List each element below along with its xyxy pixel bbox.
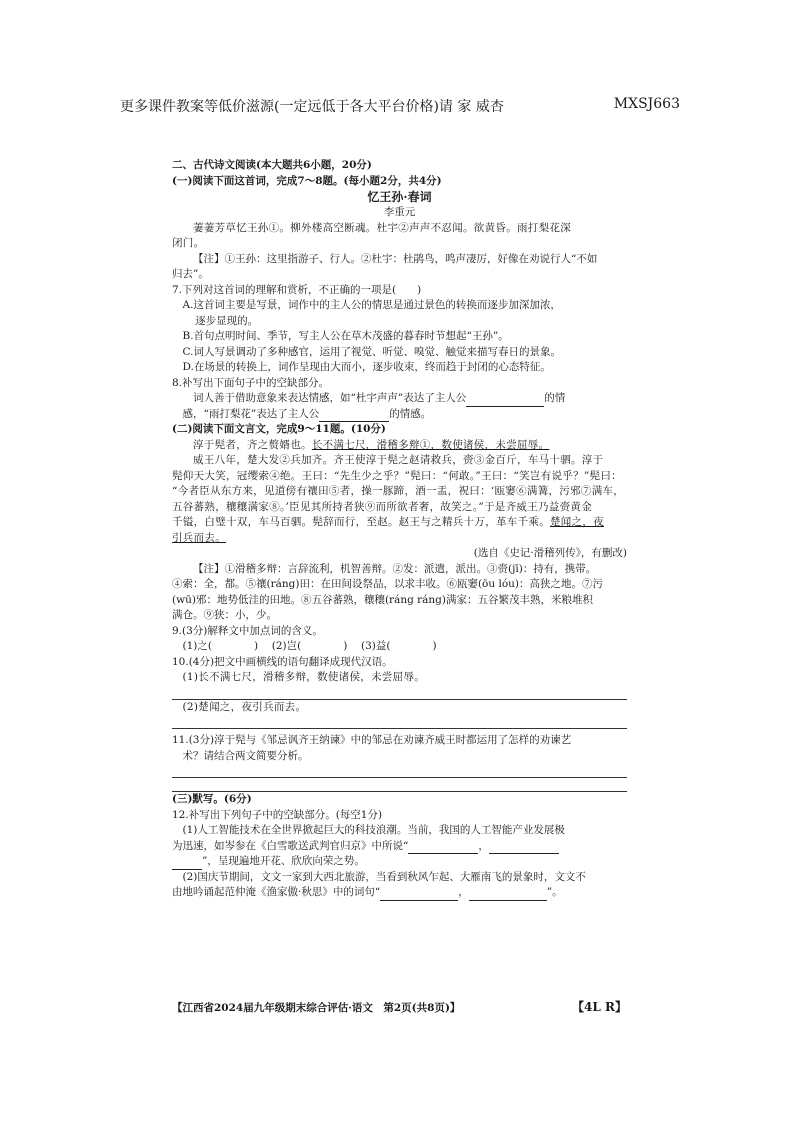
q12-item-2-line-2: 由地吟诵起范仲淹《渔家傲·秋思》中的词句“ ， ”。 bbox=[172, 885, 627, 901]
q7-option-a-cont: 逐步显现的。 bbox=[195, 314, 259, 327]
q12-item-1-line-2: 为迅速，如岑参在《白雪歌送武判官归京》中所说“ ， bbox=[172, 839, 627, 855]
q7-stem: 7.下列对这首词的理解和赏析，不正确的一项是( ) bbox=[172, 283, 422, 296]
answer-line[interactable] bbox=[172, 764, 627, 778]
section-heading: 二、古代诗文阅读(本大题共6小题，20分) bbox=[172, 159, 372, 171]
text-p1-a: 淳于髡者，齐之赘婿也。 bbox=[193, 438, 312, 451]
poem-note-cont: 归去”。 bbox=[172, 268, 209, 280]
q8-blank-2[interactable] bbox=[319, 409, 389, 422]
classical-text-p2-5 bbox=[172, 515, 627, 531]
q8-text-b: 的情 bbox=[544, 392, 566, 404]
part2-heading: (二)阅读下面文言文，完成9～11题。(10分) bbox=[172, 423, 386, 435]
classical-text-p2-4: 五谷蕃熟，穰穰满家⑧。’臣见其所持者狭⑨而所欲者奢，故笑之。”于是齐威王乃益赍黄金 bbox=[172, 500, 593, 513]
banner bbox=[120, 96, 680, 118]
classical-text-p2-1: 威王八年，楚大发②兵加齐。齐王使淳于髡之赵请救兵，赍③金百斤，车马十驷。淳于 bbox=[193, 454, 604, 466]
notes2-1: 【注】①滑稽多辩：言辞流利，机智善辩。②发：派遣，派出。③赍(jī)：持有，携带。 bbox=[193, 562, 597, 575]
q12-item-1: (1)人工智能技术在全世界掀起巨大的科技浪潮。当前，我国的人工智能产业发展极 bbox=[182, 824, 565, 836]
q9-stem: 9.(3分)解释文中加点词的含义。 bbox=[172, 624, 323, 637]
q10-item-1: (1)长不满七尺，滑稽多辩，数使诸侯，未尝屈辱。 bbox=[182, 671, 426, 683]
q10-item-2: (2)楚闻之，夜引兵而去。 bbox=[182, 700, 307, 713]
exam-page bbox=[172, 158, 627, 988]
q11-stem: 11.(3分)淳于髡与《邹忌讽齐王纳谏》中的邹忌在劝谏齐威王时都运用了怎样的劝谏艺 bbox=[172, 734, 572, 746]
classical-text-p2-3: “今者臣从东方来，见道傍有禳田⑤者，操一豚蹄，酒一盂，祝曰：‘瓯窭⑥满篝，污邪⑦满车， bbox=[172, 485, 625, 497]
q7-option-c: C.词人写景调动了多种感官，运用了视觉、听觉、嗅觉、触觉来描写春日的景象。 bbox=[182, 345, 561, 358]
poem-title: 忆王孙·春词 bbox=[367, 190, 432, 204]
q8-text-d: 的情感。 bbox=[389, 407, 432, 420]
q7-option-b: B.首句点明时间、季节，写主人公在草木茂盛的暮春时节想起“王孙”。 bbox=[182, 330, 509, 342]
q7-option-a: A.这首词主要是写景，词作中的主人公的情思是通过景色的转换而逐步加深加浓， bbox=[182, 299, 561, 311]
q11-stem-cont: 术？请结合两文简要分析。 bbox=[182, 749, 309, 762]
source-citation: (选自《史记·滑稽列传》，有删改) bbox=[473, 547, 627, 559]
poem-author: 李重元 bbox=[383, 206, 416, 218]
poem-text-cont: 闭门。 bbox=[172, 237, 205, 249]
part3-heading: (三)默写。(6分) bbox=[172, 793, 252, 805]
q8-blank-1[interactable] bbox=[466, 394, 544, 407]
text-p2-5: 千镒，白璧十双，车马百驷。髡辞而行，至赵。赵王与之精兵十万，革车千乘。 bbox=[172, 516, 550, 528]
text-p2-underlined-cont: 引兵而去。 bbox=[172, 531, 226, 544]
notes2-2: ④索：全，都。⑤禳(ráng)田：在田间设祭品，以求丰收。⑥瓯窭(ōu lóu)：高狭之地。⑦污 bbox=[172, 578, 604, 590]
q9-item-1[interactable]: (1)之( ) bbox=[182, 640, 259, 652]
page-footer bbox=[172, 1000, 627, 1015]
q12-item-2: (2)国庆节期间，文文一家到大西北旅游，当看到秋风乍起、大雁南飞的景象时，文文不 bbox=[182, 870, 586, 883]
q12-1-text-end: ”，呈现遍地开花、欣欣向荣之势。 bbox=[202, 855, 365, 867]
classical-text-p1 bbox=[172, 438, 627, 454]
notes2-4: 满仓。⑨狭：小，少。 bbox=[172, 609, 277, 621]
q10-stem: 10.(4分)把文中画横线的语句翻译成现代汉语。 bbox=[172, 655, 393, 668]
q12-2-blank-a[interactable] bbox=[380, 888, 458, 901]
poem-note: 【注】①王孙：这里指游子、行人。②杜宇：杜鹃鸟，鸣声凄厉，好像在劝说行人“不如 bbox=[193, 252, 598, 265]
q12-1-blank-b-cont[interactable] bbox=[172, 857, 202, 870]
q8-line-2 bbox=[172, 407, 627, 423]
text-p1-underlined: 长不满七尺，滑稽多辩①，数使诸侯，未尝屈辱。 bbox=[311, 438, 550, 451]
poem-text: 萋萋芳草忆王孙①。柳外楼高空断魂。杜宇②声声不忍闻。欲黄昏。雨打梨花深 bbox=[193, 221, 571, 234]
part1-heading: (一)阅读下面这首词，完成7～8题。(每小题2分，共4分) bbox=[172, 174, 442, 187]
footer-info: 【江西省2024届九年级期末综合评估·语文 第2页(共8页)】 bbox=[172, 1002, 461, 1014]
q12-2-text: 由地吟诵起范仲淹《渔家傲·秋思》中的词句“ bbox=[172, 886, 381, 898]
q9-item-2[interactable]: (2)岂( ) bbox=[271, 640, 348, 652]
answer-line[interactable] bbox=[172, 778, 627, 792]
q12-2-text-end: ”。 bbox=[546, 886, 563, 898]
q7-option-d: D.在场景的转换上，词作呈现由大而小，逐步收束，终而趋于封闭的心态特征。 bbox=[182, 361, 551, 373]
q12-item-1-line-3 bbox=[172, 854, 627, 870]
notes2-3: (wū)邪：地势低洼的田地。⑧五谷蕃熟，穰穰(ráng ráng)满家：五谷繁茂丰熟，米粮堆积 bbox=[172, 593, 593, 606]
q8-text-a: 词人善于借助意象来表达情感，如“杜宇声声”表达了主人公 bbox=[193, 392, 467, 404]
q12-1-blank-b[interactable] bbox=[489, 841, 559, 854]
q12-stem: 12.补写出下列句子中的空缺部分。(每空1分) bbox=[172, 808, 383, 821]
q12-1-blank-a[interactable] bbox=[408, 841, 478, 854]
q12-1-text: 为迅速，如岑参在《白雪歌送武判官归京》中所说“ bbox=[172, 839, 409, 852]
q9-items bbox=[172, 639, 627, 655]
q8-line-1 bbox=[172, 391, 627, 407]
q12-2-blank-b[interactable] bbox=[469, 888, 547, 901]
q8-text-c: 感，“雨打梨花”表达了主人公 bbox=[182, 407, 320, 420]
banner-text: 更多课件教案等低价滋源(一定远低于各大平台价格)请 家 威杏 bbox=[120, 99, 504, 115]
answer-line[interactable] bbox=[172, 715, 627, 729]
footer-code: 【4L R】 bbox=[572, 1000, 627, 1014]
classical-text-p2-6 bbox=[172, 531, 627, 547]
q9-item-3[interactable]: (3)益( ) bbox=[361, 640, 437, 652]
answer-line[interactable] bbox=[172, 686, 627, 700]
q8-stem: 8.补写出下面句子中的空缺部分。 bbox=[172, 376, 330, 389]
classical-text-p2-2: 髡仰天大笑，冠缨索④绝。王曰：“先生少之乎？”髡曰：“何敢。”王曰：“笑岂有说乎？”髡曰： bbox=[172, 469, 622, 482]
text-p2-underlined: 楚闻之，夜 bbox=[550, 516, 604, 528]
banner-code: MXSJ663 bbox=[613, 96, 680, 112]
